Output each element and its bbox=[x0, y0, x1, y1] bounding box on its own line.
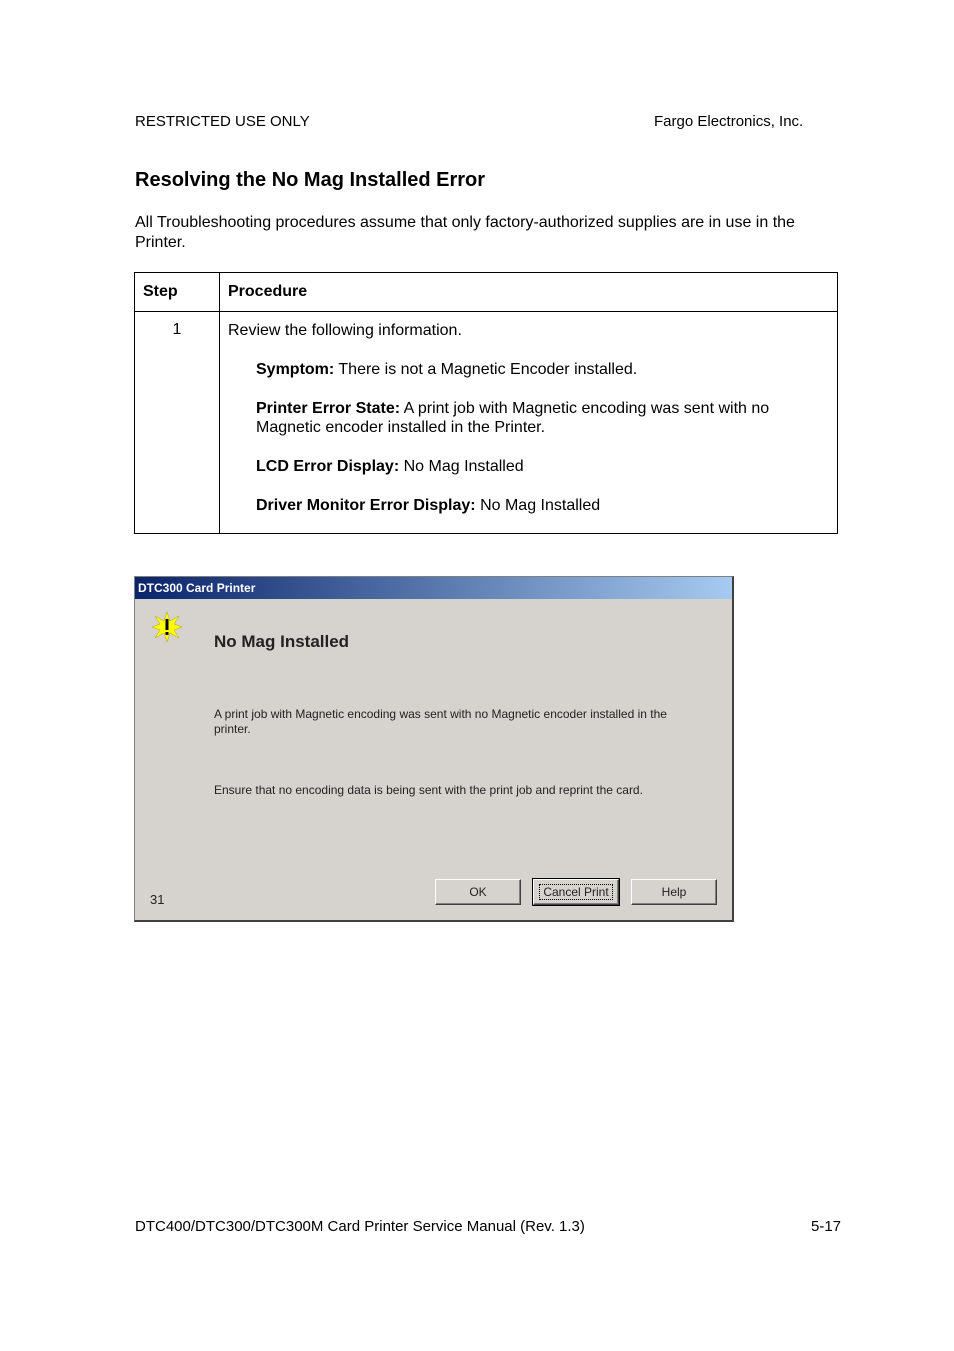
detail-text: A print job with Magnetic encoding was sent with no Magnetic encoder installed in the Printer. bbox=[256, 400, 770, 436]
procedure-table bbox=[134, 272, 838, 534]
ok-button[interactable]: OK bbox=[435, 879, 521, 905]
symptom-detail bbox=[256, 360, 829, 379]
detail-text: No Mag Installed bbox=[480, 497, 601, 514]
procedure-cell bbox=[220, 312, 838, 534]
header-right: Fargo Electronics, Inc. bbox=[654, 113, 804, 130]
table-row bbox=[135, 312, 838, 534]
cancel-print-label: Cancel Print bbox=[539, 884, 612, 900]
cancel-print-button[interactable] bbox=[533, 879, 619, 905]
dialog-instruction: Ensure that no encoding data is being sent with the print job and reprint the card. bbox=[214, 783, 643, 797]
page-number: 5-17 bbox=[811, 1218, 842, 1235]
footer-manual-title: DTC400/DTC300/DTC300M Card Printer Service Manual (Rev. 1.3) bbox=[135, 1218, 585, 1235]
lcd-error-display-detail bbox=[256, 457, 829, 476]
step-header: Step bbox=[135, 273, 220, 312]
intro-paragraph: All Troubleshooting procedures assume that only factory-authorized supplies are in use in the Printer. bbox=[135, 214, 795, 251]
detail-label: Printer Error State: bbox=[256, 400, 401, 417]
error-dialog-screenshot bbox=[134, 576, 734, 922]
dialog-message: A print job with Magnetic encoding was sent with no Magnetic encoder installed in the printer. bbox=[214, 707, 667, 736]
procedure-lead: Review the following information. bbox=[228, 322, 462, 339]
help-button[interactable]: Help bbox=[631, 879, 717, 905]
step-number: 1 bbox=[135, 312, 220, 534]
warning-icon bbox=[151, 611, 183, 643]
error-code: 31 bbox=[150, 892, 165, 907]
detail-text: No Mag Installed bbox=[403, 458, 524, 475]
procedure-header: Procedure bbox=[220, 273, 838, 312]
driver-monitor-error-display-detail bbox=[256, 496, 829, 515]
header-left: RESTRICTED USE ONLY bbox=[135, 113, 310, 130]
printer-error-state-detail bbox=[256, 399, 829, 437]
detail-text: There is not a Magnetic Encoder installed. bbox=[338, 361, 638, 378]
page-title: Resolving the No Mag Installed Error bbox=[135, 169, 486, 191]
table-header-row bbox=[135, 273, 838, 312]
detail-label: Driver Monitor Error Display: bbox=[256, 497, 476, 514]
detail-label: Symptom: bbox=[256, 361, 335, 378]
detail-label: LCD Error Display: bbox=[256, 458, 400, 475]
dialog-heading: No Mag Installed bbox=[214, 632, 350, 651]
dialog-title-bar: DTC300 Card Printer bbox=[135, 577, 732, 599]
